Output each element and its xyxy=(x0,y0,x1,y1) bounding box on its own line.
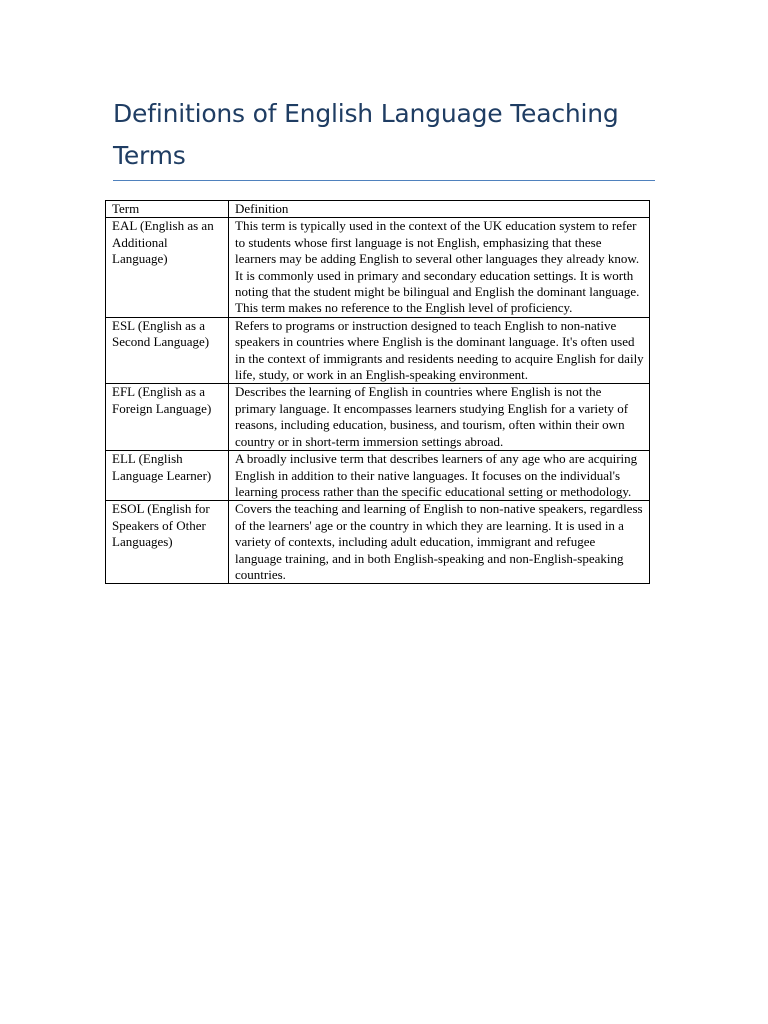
definition-cell: A broadly inclusive term that describes learners of any age who are acquiring English in addition to their native languages. It focuses on the individual's learning process rather than the specific educational setting or methodology. xyxy=(229,451,650,501)
definition-cell: This term is typically used in the context of the UK education system to refer to students whose first language is not English, emphasizing that these learners may be adding English to several other languages they already know. It is commonly used in primary and secondary education settings. It is worth noting that the student might be bilingual and English the dominant language. This term makes no reference to the English level of proficiency. xyxy=(229,218,650,317)
definition-cell: Refers to programs or instruction designed to teach English to non-native speakers in countries where English is the dominant language. It's often used in the context of immigrants and residents needing to acquire English for daily life, study, or work in an English-speaking environment. xyxy=(229,317,650,384)
page-title: Definitions of English Language Teaching Terms xyxy=(113,99,619,170)
table-row xyxy=(106,501,650,584)
definition-cell: Covers the teaching and learning of English to non-native speakers, regardless of the learners' age or the country in which they are learning. It is used in a variety of contexts, including adult education, immigrant and refugee language training, and in both English-speaking and non-English-speaking countries. xyxy=(229,501,650,584)
term-cell: ESL (English as a Second Language) xyxy=(106,317,229,384)
term-cell: EAL (English as an Additional Language) xyxy=(106,218,229,317)
table-header-row xyxy=(106,201,650,218)
definitions-table xyxy=(105,200,650,584)
term-cell: EFL (English as a Foreign Language) xyxy=(106,384,229,451)
table-row xyxy=(106,218,650,317)
term-cell: ELL (English Language Learner) xyxy=(106,451,229,501)
table-row xyxy=(106,317,650,384)
definition-cell: Describes the learning of English in countries where English is not the primary language. It encompasses learners studying English for a variety of reasons, including education, business, and tourism, often within their own country or in short-term immersion settings abroad. xyxy=(229,384,650,451)
header-term: Term xyxy=(106,201,229,218)
table-row xyxy=(106,451,650,501)
table-row xyxy=(106,384,650,451)
term-cell: ESOL (English for Speakers of Other Languages) xyxy=(106,501,229,584)
header-definition: Definition xyxy=(229,201,650,218)
title-underline xyxy=(113,180,655,181)
